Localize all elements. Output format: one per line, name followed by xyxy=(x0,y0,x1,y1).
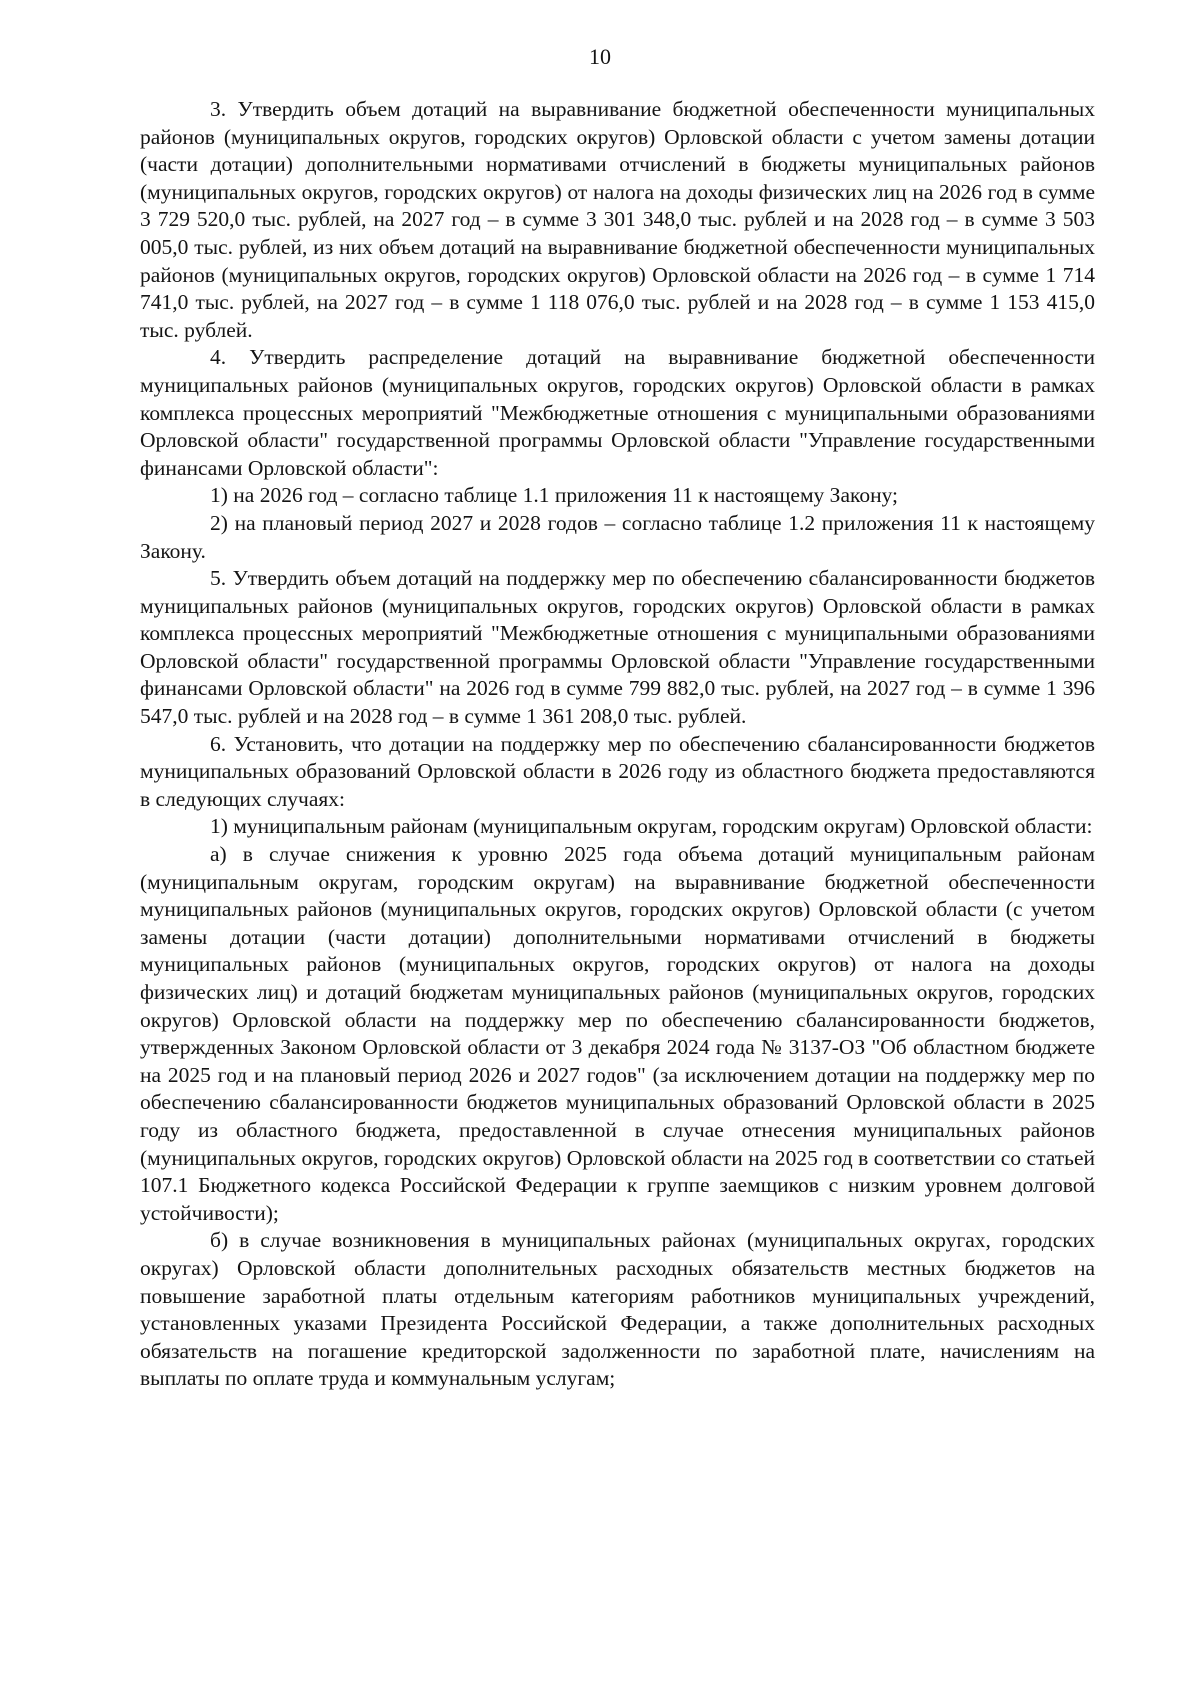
document-body xyxy=(140,96,1095,1393)
paragraph-6-item-1-b: б) в случае возникновения в муниципальных районах (муниципальных округах, городских округах) Орловской области дополнительных расходных обязательств местных бюджетов на повышение заработной платы отдельным категориям работников муниципальных учреждений, установленных указами Президента Российской Федерации, а также дополнительных расходных обязательств на погашение кредиторской задолженности по заработной плате, начислениям на выплаты по оплате труда и коммунальным услугам; xyxy=(140,1228,1095,1391)
paragraph-6-item-1-a: а) в случае снижения к уровню 2025 года объема дотаций муниципальным районам (муниципальным округам, городским округам) на выравнивание бюджетной обеспеченности муниципальных районов (муниципальных округов, городских округов) Орловской области (с учетом замены дотации (части дотации) дополнительными нормативами отчислений в бюджеты муниципальных районов (муниципальных округов, городских округов) от налога на доходы физических лиц) и дотаций бюджетам муниципальных районов (муниципальных округов, городских округов) Орловской области на поддержку мер по обеспечению сбалансированности бюджетов, утвержденных Законом Орловской области от 3 декабря 2024 года № 3137-ОЗ "Об областном бюджете на 2025 год и на плановый период 2026 и 2027 годов" (за исключением дотации на поддержку мер по обеспечению сбалансированности бюджетов муниципальных образований Орловской области в 2025 году из областного бюджета, предоставленной в случае отнесения муниципальных районов (муниципальных округов, городских округов) Орловской области на 2025 год в соответствии со статьей 107.1 Бюджетного кодекса Российской Федерации к группе заемщиков с низким уровнем долговой устойчивости); xyxy=(140,842,1095,1225)
paragraph-6: 6. Установить, что дотации на поддержку мер по обеспечению сбалансированности бюджетов муниципальных образований Орловской области в 2026 году из областного бюджета предоставляются в следующих случаях: xyxy=(140,731,1095,811)
paragraph-5: 5. Утвердить объем дотаций на поддержку мер по обеспечению сбалансированности бюджетов муниципальных районов (муниципальных округов, городских округов) Орловской области в рамках комплекса процессных мероприятий "Межбюджетные отношения с муниципальными образованиями Орловской области" государственной программы Орловской области "Управление государственными финансами Орловской области" на 2026 год в сумме 799 882,0 тыс. рублей, на 2027 год – в сумме 1 396 547,0 тыс. рублей и на 2028 год – в сумме 1 361 208,0 тыс. рублей. xyxy=(140,566,1095,729)
paragraph-4-item-2: 2) на плановый период 2027 и 2028 годов – согласно таблице 1.2 приложения 11 к настоящему Закону. xyxy=(140,510,1095,563)
paragraph-4: 4. Утвердить распределение дотаций на выравнивание бюджетной обеспеченности муниципальных районов (муниципальных округов, городских округов) Орловской области в рамках комплекса процессных мероприятий "Межбюджетные отношения с муниципальными образованиями Орловской области" государственной программы Орловской области "Управление государственными финансами Орловской области": xyxy=(140,345,1095,480)
paragraph-6-item-1: 1) муниципальным районам (муниципальным округам, городским округам) Орловской области: xyxy=(210,814,1093,839)
paragraph-4-item-1: 1) на 2026 год – согласно таблице 1.1 приложения 11 к настоящему Закону; xyxy=(210,483,899,508)
page-number: 10 xyxy=(589,44,611,69)
paragraph-3: 3. Утвердить объем дотаций на выравнивание бюджетной обеспеченности муниципальных районов (муниципальных округов, городских округов) Орловской области с учетом замены дотации (части дотации) дополнительными нормативами отчислений в бюджеты муниципальных районов (муниципальных округов, городских округов) от налога на доходы физических лиц на 2026 год в сумме 3 729 520,0 тыс. рублей, на 2027 год – в сумме 3 301 348,0 тыс. рублей и на 2028 год – в сумме 3 503 005,0 тыс. рублей, из них объем дотаций на выравнивание бюджетной обеспеченности муниципальных районов (муниципальных округов, городских округов) Орловской области на 2026 год – в сумме 1 714 741,0 тыс. рублей, на 2027 год – в сумме 1 118 076,0 тыс. рублей и на 2028 год – в сумме 1 153 415,0 тыс. рублей. xyxy=(140,97,1095,342)
